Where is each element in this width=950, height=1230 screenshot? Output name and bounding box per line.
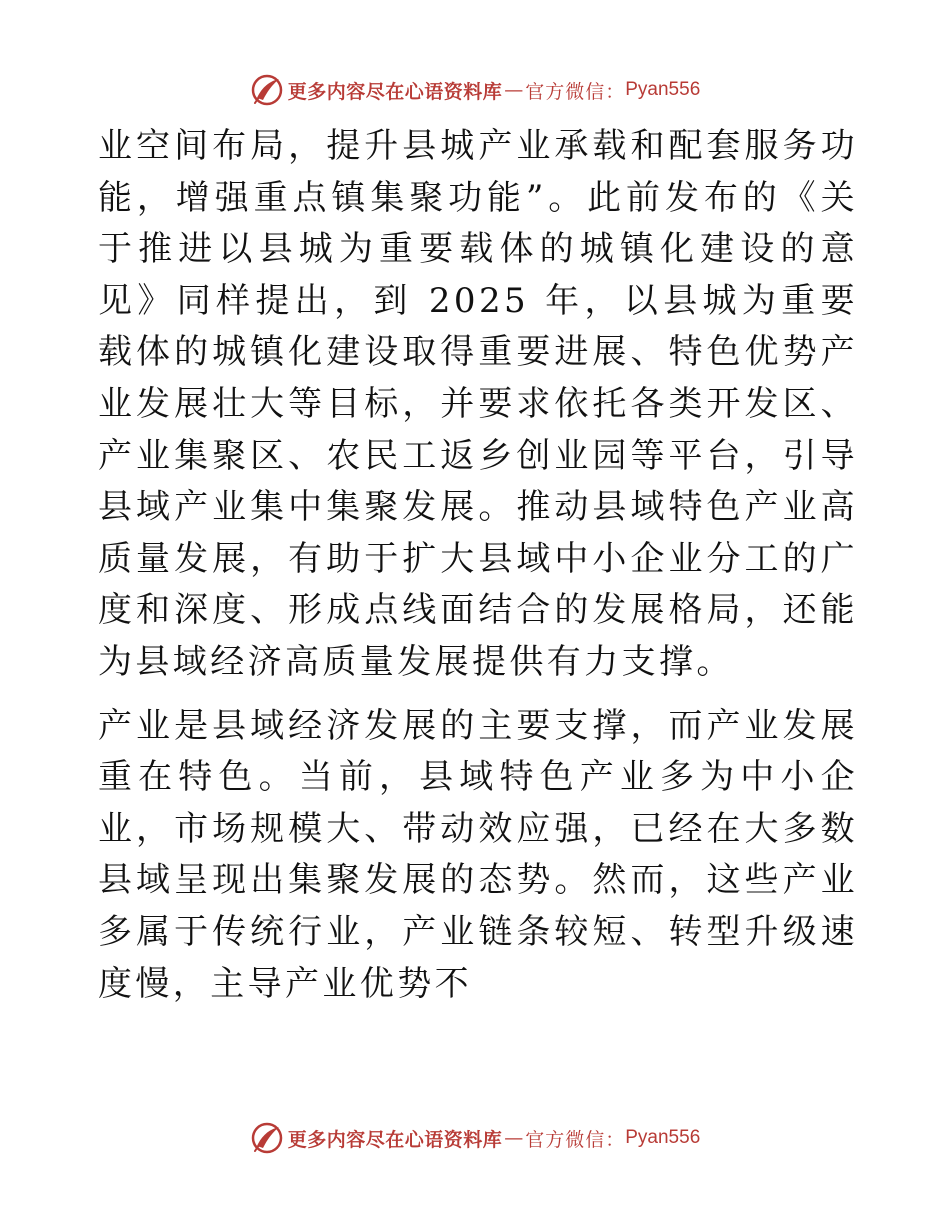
footer-wechat-id: Pyan556 bbox=[625, 1127, 701, 1148]
header-wechat-id: Pyan556 bbox=[625, 79, 701, 100]
footer-banner bbox=[0, 1118, 950, 1158]
paragraph-2: 产业是县域经济发展的主要支撑，而产业发展重在特色。当前，县域特色产业多为中小企业，市场规模大、带动效应强，已经在大多数县域呈现出集聚发展的态势。然而，这些产业多属于传统行业，产业链条较短、转型升级速度慢，主导产业优势不 bbox=[98, 705, 858, 1004]
header-brand-text: 更多内容尽在心语资料库 bbox=[287, 80, 503, 103]
brand-logo-icon bbox=[250, 73, 284, 107]
document-body bbox=[98, 121, 858, 1010]
header-banner bbox=[0, 70, 950, 110]
header-separator: — bbox=[504, 79, 524, 101]
footer-wechat-label: 官方微信： bbox=[525, 1128, 626, 1151]
footer-brand-text: 更多内容尽在心语资料库 bbox=[287, 1128, 503, 1151]
header-wechat-label: 官方微信： bbox=[525, 80, 626, 103]
footer-separator: — bbox=[504, 1127, 524, 1149]
brand-logo-icon bbox=[250, 1121, 284, 1155]
paragraph-1: 业空间布局，提升县城产业承载和配套服务功能，增强重点镇集聚功能”。此前发布的《关于推进以县城为重要载体的城镇化建设的意见》同样提出，到 2025 年，以县城为重要载体的城镇化建设取得重要进展、特色优势产业发展壮大等目标，并要求依托各类开发区、产业集聚区、农民工返乡创业园等平台，引导县域产业集中集聚发展。推动县域特色产业高质量发展，有助于扩大县域中小企业分工的广度和深度、形成点线面结合的发展格局，还能为县域经济高质量发展提供有力支撑。 bbox=[98, 126, 858, 682]
